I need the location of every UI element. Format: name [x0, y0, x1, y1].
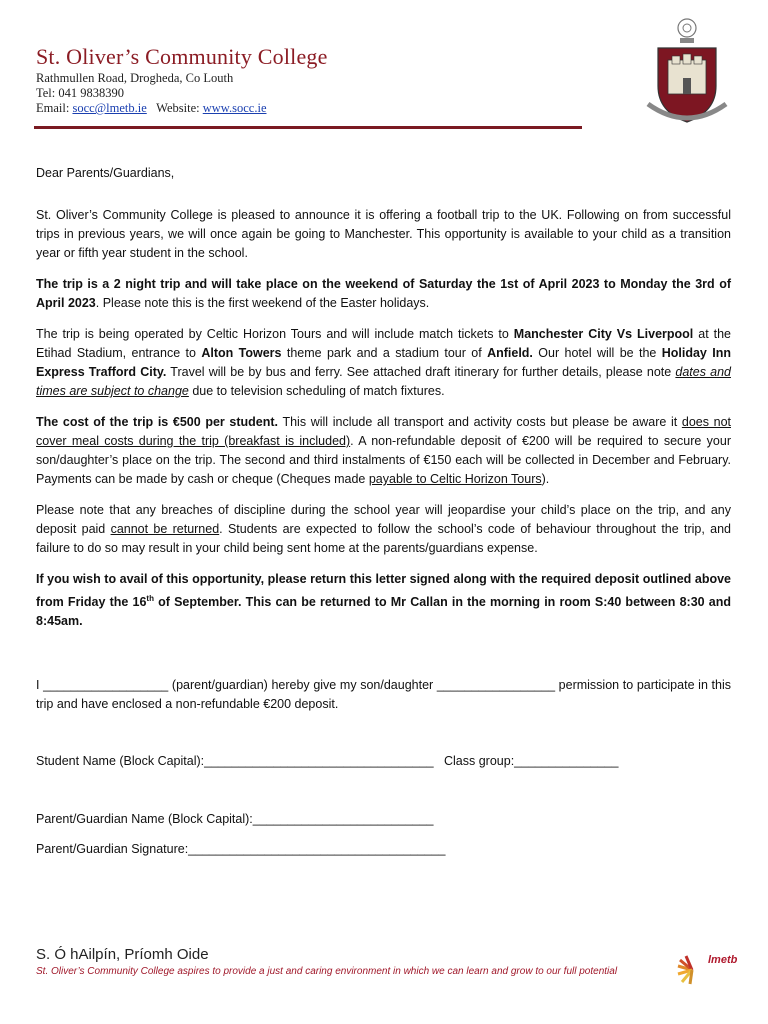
parent-name-field[interactable]: Parent/Guardian Name (Block Capital):__________________________ [36, 812, 434, 826]
school-telephone: Tel: 041 9838390 [36, 86, 125, 100]
lmetb-logo-text: lmetb [708, 954, 738, 966]
class-group-field[interactable]: Class group:_______________ [444, 754, 619, 768]
paragraph-trip-details [36, 325, 731, 401]
text: due to television scheduling of match fixtures. [188, 384, 445, 398]
header-divider [34, 126, 582, 129]
theme-park: Alton Towers [201, 346, 282, 360]
hotel-name: Holiday Inn Express Trafford City. [36, 346, 731, 379]
text: The trip is being operated by Celtic Horizon Tours and will include match tickets to [36, 327, 514, 341]
trip-dates: The trip is a 2 night trip and will take place on the weekend of Saturday the 1st of April 2023 to Monday the 3rd of April 2023 [36, 277, 731, 310]
trip-dates-note: . Please note this is the first weekend of the Easter holidays. [95, 296, 430, 310]
website-label: Website: [156, 101, 203, 115]
letter-body [36, 164, 731, 643]
cheque-payee: payable to Celtic Horizon Tours [368, 472, 542, 486]
consent-statement: I __________________ (parent/guardian) hereby give my son/daughter _________________ permission to participate in this trip and have enclosed a non-refundable €200 deposit. [36, 678, 731, 711]
text: at the Etihad Stadium, entrance to [36, 327, 731, 360]
school-crest-icon [640, 16, 734, 130]
text: theme park and a stadium tour of [281, 346, 488, 360]
text: This will include all transport and activity costs but please be aware it [278, 415, 682, 429]
text: . A non-refundable deposit of €200 will be required to secure your son/daughter’s place on the trip. The second and third instalments of €150 each will be collected in December and February. Payments can be made by cash or cheque (Cheques made [36, 434, 731, 486]
school-contact-line [36, 101, 267, 116]
salutation: Dear Parents/Guardians, [36, 166, 175, 180]
text: If you wish to avail of this opportunity, please return this letter signed along with the required deposit outlined above from Friday the 16 [36, 572, 731, 610]
paragraph-discipline [36, 501, 731, 558]
school-address: Rathmullen Road, Drogheda, Co Louth [36, 71, 234, 85]
parent-signature-field[interactable]: Parent/Guardian Signature:_____________________________________ [36, 842, 446, 856]
school-name: St. Oliver’s Community College [36, 44, 328, 69]
stadium-tour: Anfield. [487, 346, 533, 360]
principal-name: S. Ó hAilpín, Príomh Oide [36, 946, 209, 963]
email-link[interactable]: socc@lmetb.ie [72, 101, 147, 115]
paragraph-announcement: St. Oliver’s Community College is pleased to announce it is offering a football trip to the UK. Following on from successful trips in previous years, we will once again be going to Manchester. This opportunity is available to your child as a transition year or fifth year student in the school. [36, 208, 731, 260]
meal-costs-note: does not cover meal costs during the trip (breakfast is included) [36, 415, 731, 448]
superscript: th [146, 594, 154, 603]
text: of September. [153, 595, 242, 610]
trip-cost: The cost of the trip is €500 per student. [36, 415, 279, 429]
website-link[interactable]: www.socc.ie [202, 101, 267, 115]
student-name-field[interactable]: Student Name (Block Capital):_________________________________ [36, 754, 434, 768]
paragraph-cost [36, 413, 731, 489]
paragraph-trip-dates [36, 275, 731, 313]
text: Our hotel will be the [532, 346, 662, 360]
paragraph-return-instructions [36, 570, 731, 631]
school-motto: St. Oliver’s Community College aspires to provide a just and caring environment in which we can learn and grow to our full potential [36, 966, 618, 977]
text: Please note that any breaches of discipline during the school year will jeopardise your child’s place on the trip, and any deposit paid [36, 503, 731, 536]
text: Travel will be by bus and ferry. See attached draft itinerary for further details, please note [166, 365, 676, 379]
match-fixture: Manchester City Vs Liverpool [513, 327, 694, 341]
schedule-warning: dates and times are subject to change [36, 365, 731, 398]
email-label: Email: [36, 101, 73, 115]
text: . Students are expected to follow the school’s code of behaviour throughout the trip, and failure to do so may result in your child being sent home at the parents/guardians expense. [36, 522, 732, 555]
text: ). [541, 472, 550, 486]
deposit-not-returned: cannot be returned [110, 522, 220, 536]
return-location: This can be returned to Mr Callan in the morning in room S:40 between 8:30 and 8:45am. [36, 595, 731, 629]
